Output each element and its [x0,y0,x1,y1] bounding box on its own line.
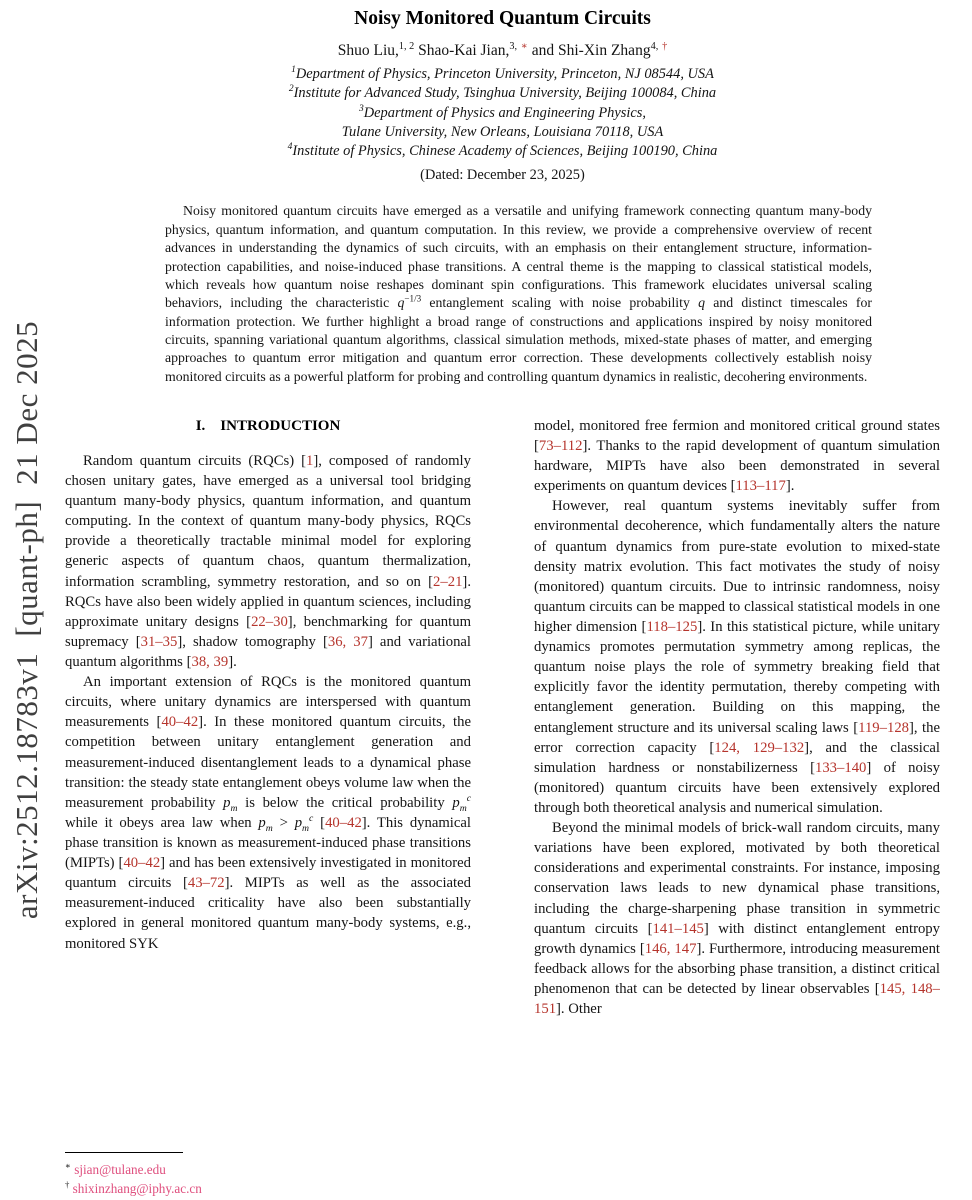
affiliation-line: $^1$Department of Physics, Princeton University, Princeton, NJ 08544, USA [291,65,714,82]
citation-link[interactable]: 145, 148–151 [534,980,940,1018]
citation-link[interactable]: 119–128 [858,719,910,736]
left-column [65,416,471,1141]
arxiv-watermark: arXiv:2512.18783v1 [quant-ph] 21 Dec 2025 [9,320,44,920]
email-link[interactable]: sjian@tulane.edu [74,1161,166,1177]
paragraph: An important extension of RQCs is the monitored quantum circuits, where unitary dynamics are interspersed with quantum measurements [40–42]. In these monitored quantum circuits, the competition between unitary entanglement generation and measurement-induced disentanglement leads to a dynamical phase transition: the steady state entanglement obeys volume law when the measurement probability $p_m$ is below the critical probability $p_m^c$ while it obeys area law when $p_m > p_m^c$ [40–42]. This dynamical phase transition is known as measurement-induced phase transitions (MIPTs) [40–42] and has been extensively investigated in monitored quantum circuits [43–72]. MIPTs as well as the associated measurement-induced criticality have also been substantially explored in general monitored quantum many-body systems, e.g., monitored SYK [65,674,471,952]
right-column [534,416,940,1141]
footnote-mark[interactable]: † [662,40,668,52]
paragraph: model, monitored free fermion and monitored critical ground states [73–112]. Thanks to the rapid development of quantum simulation hardware, MIPTs have also been demonstrated in several experiments on quantum devices [113–117]. [534,417,940,495]
citation-link[interactable]: 113–117 [735,478,786,495]
citation-link[interactable]: 22–30 [251,613,288,630]
footnote-rule [65,1152,183,1153]
footnote-mark[interactable]: ∗ [520,40,528,52]
citation-link[interactable]: 40–42 [325,814,362,831]
affiliation-line: $^4$Institute of Physics, Chinese Academy of Sciences, Beijing 100190, China [287,142,718,160]
citation-link[interactable]: 124, 129–132 [714,739,805,756]
citation-link[interactable]: 40–42 [123,855,161,872]
date-line: (Dated: December 23, 2025) [420,167,585,184]
footnotes [65,1152,471,1198]
paper-content [65,8,940,1200]
email-link[interactable]: shixinzhang@iphy.ac.cn [72,1180,202,1196]
citation-link[interactable]: 38, 39 [191,654,229,671]
citation-link[interactable]: 1 [306,452,314,469]
author-line: Shuo Liu,$^{1, 2}$ Shao-Kai Jian,$^{3,}$ ∗ and Shi-Xin Zhang$^{4,}$ † [337,40,668,59]
footnote-email: ∗ sjian@tulane.edu [65,1160,166,1177]
citation-link[interactable]: 31–35 [140,633,178,650]
affiliation-line: $^3$Department of Physics and Engineering Physics, [359,103,646,121]
section-heading-introduction: I. INTRODUCTION [195,417,341,434]
citation-link[interactable]: 141–145 [652,920,704,937]
citation-link[interactable]: 146, 147 [644,940,697,957]
citation-link[interactable]: 2–21 [433,573,463,590]
citation-link[interactable]: 36, 37 [327,633,368,650]
citation-link[interactable]: 133–140 [814,759,867,776]
citation-link[interactable]: 73–112 [538,438,583,455]
citation-link[interactable]: 43–72 [187,875,225,892]
affiliation-line: $^2$Institute for Advanced Study, Tsinghua University, Beijing 100084, China [288,84,717,102]
two-column-body [65,416,940,1141]
affiliations [65,65,940,161]
citation-link[interactable]: 40–42 [161,714,199,731]
paragraph: However, real quantum systems inevitably suffer from environmental decoherence, which fundamentally alters the nature of quantum dynamics from pure-state evolution to mixed-state density matrix evolution. This fact motivates the study of noisy (monitored) quantum circuits. Due to intrinsic randomness, noisy quantum circuits can be mapped to classical statistical models in one higher dimension [118–125]. In this statistical picture, while unitary dynamics promotes permutation symmetry among replicas, the quantum noise plays the role of symmetry breaking field that explicitly favor the identity permutation, thereby competing with entanglement generation. Building on this mapping, the entanglement structure and its universal scaling laws [119–128], the error correction capacity [124, 129–132], and the classical simulation hardness or nonstabilizerness [133–140] of noisy (monitored) quantum circuits have been extensively explored through both theoretical analysis and numerical simulation. [534,498,940,816]
footnote-email: † shixinzhang@iphy.ac.cn [65,1179,202,1196]
paragraph: Beyond the minimal models of brick-wall random circuits, many variations have been explored, motivated by both theoretical considerations and experimental constraints. For instance, imposing conservation laws leads to new dynamical phase transitions, including the charge-sharpening phase transition in symmetric quantum circuits [141–145] with distinct entanglement entropy growth dynamics [146, 147]. Furthermore, introducing measurement feedback allows for the absorbing phase transition, a distinct critical phenomenon that can be detected by linear observables [145, 148–151]. Other [534,820,940,1018]
citation-link[interactable]: 118–125 [646,619,698,636]
abstract: Noisy monitored quantum circuits have emerged as a versatile and unifying framework connecting quantum many-body physics, quantum information, and quantum computation. In this review, we provide a comprehensive overview of recent advances in understanding the dynamics of such circuits, with an emphasis on their entanglement structure, information-protection capabilities, and noise-induced phase transitions. A central theme is the mapping to classical statistical models, which reveals how quantum noise reshapes dominant spin configurations. This framework elucidates universal scaling behaviors, including the characteristic $q^{-1/3}$ entanglement scaling with noise probability q and distinct timescales for information protection. We further highlight a broad range of constructions and applications inspired by noisy monitored circuits, spanning variational quantum algorithms, classical simulation methods, mixed-state phases of matter, and emerging approaches to quantum error mitigation and quantum error correction. These developments collectively establish noisy monitored circuits as a powerful platform for probing and controlling quantum dynamics in realistic, decohering environments. [165,203,872,384]
affiliation-line: Tulane University, New Orleans, Louisiana 70118, USA [341,123,664,140]
paragraph: Random quantum circuits (RQCs) [1], composed of randomly chosen unitary gates, have emerged as a universal tool bridging quantum many-body physics, quantum information, and quantum computing. In the context of quantum many-body physics, RQCs provide a theoretically tractable minimal model for exploring generic aspects of quantum chaos, quantum thermalization, information scrambling, symmetry restoration, and so on [2–21]. RQCs have also been widely applied in quantum sciences, including approximate unitary designs [22–30], benchmarking for quantum supremacy [31–35], shadow tomography [36, 37] and variational quantum algorithms [38, 39]. [65,452,471,671]
paper-title: Noisy Monitored Quantum Circuits [354,8,651,29]
